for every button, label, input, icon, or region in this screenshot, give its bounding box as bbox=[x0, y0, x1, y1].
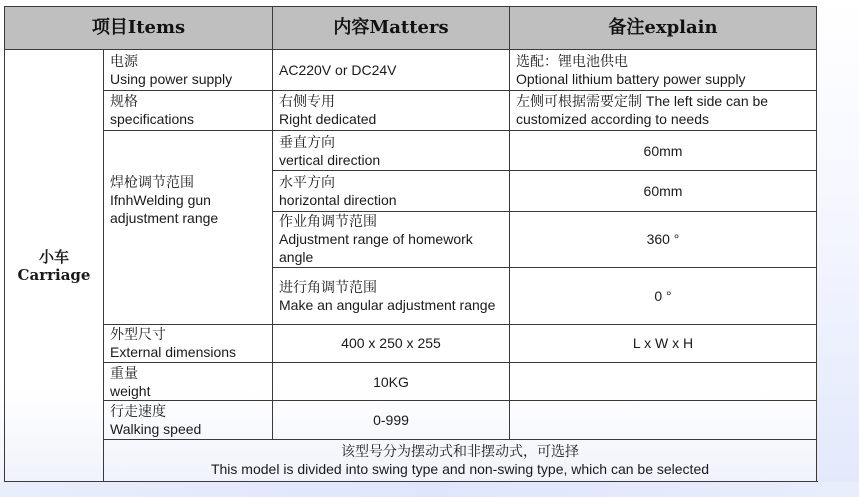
table-row bbox=[5, 362, 817, 400]
value-cell bbox=[273, 90, 510, 130]
category-cn: 小车 bbox=[38, 247, 69, 266]
value-cell: 10KG bbox=[273, 362, 510, 400]
category-cell bbox=[5, 50, 104, 482]
value-cell: 0-999 bbox=[273, 401, 510, 439]
footer-cn: 该型号分为摆动式和非摆动式，可选择 bbox=[341, 443, 579, 460]
specification-table bbox=[4, 6, 817, 482]
item-cell bbox=[104, 131, 273, 325]
note-cell: 360 ° bbox=[510, 211, 817, 267]
item-cn: 电源 bbox=[110, 53, 138, 70]
note-cell bbox=[510, 362, 817, 400]
note-cell: 60mm bbox=[510, 131, 817, 171]
value-en: Make an angular adjustment range bbox=[279, 296, 496, 313]
value-en: horizontal direction bbox=[279, 192, 397, 208]
note-cell: 0 ° bbox=[510, 268, 817, 324]
table-row bbox=[5, 50, 817, 90]
note-cell bbox=[510, 50, 817, 90]
table-row bbox=[5, 324, 817, 362]
value-cell: AC220V or DC24V bbox=[273, 50, 510, 90]
item-cell bbox=[104, 401, 273, 439]
item-cn: 行走速度 bbox=[110, 402, 166, 419]
header-explain: 备注explain bbox=[510, 7, 817, 50]
item-en: Using power supply bbox=[110, 71, 233, 88]
header-row bbox=[5, 7, 817, 50]
value-cn: 作业角调节范围 bbox=[279, 213, 377, 230]
value-cell: 400 x 250 x 255 bbox=[273, 324, 510, 362]
item-en: weight bbox=[110, 382, 151, 399]
item-en: External dimensions bbox=[110, 344, 237, 361]
item-cn: 规格 bbox=[110, 93, 138, 110]
note-cell: L x W x H bbox=[510, 324, 817, 362]
item-cell bbox=[104, 90, 273, 130]
item-cn: 外型尺寸 bbox=[110, 326, 166, 343]
value-en: Adjustment range of homework angle bbox=[279, 231, 473, 266]
table-row bbox=[5, 131, 817, 171]
bottom-decoration bbox=[0, 482, 859, 497]
note-en: Optional lithium battery power supply bbox=[516, 71, 746, 88]
value-en: Right dedicated bbox=[279, 111, 377, 128]
footer-en: This model is divided into swing type and non-swing type, which can be selected bbox=[210, 461, 710, 478]
footer-cell bbox=[104, 439, 817, 481]
note-text: 左侧可根据需要定制 The left side can be customized according to needs bbox=[516, 93, 769, 128]
value-cn: 进行角调节范围 bbox=[279, 278, 377, 295]
item-cell bbox=[104, 50, 273, 90]
item-cell bbox=[104, 324, 273, 362]
table-row bbox=[5, 401, 817, 439]
header-items: 项目Items bbox=[5, 7, 273, 50]
header-matters: 内容Matters bbox=[273, 7, 510, 50]
category-en: Carriage bbox=[17, 265, 91, 284]
note-cell bbox=[510, 401, 817, 439]
item-cn: 重量 bbox=[110, 364, 138, 381]
item-en: Walking speed bbox=[110, 420, 202, 437]
note-cell: 60mm bbox=[510, 171, 817, 211]
value-cell bbox=[273, 131, 510, 171]
value-cn: 水平方向 bbox=[279, 174, 335, 190]
item-cn: 焊枪调节范围 bbox=[110, 174, 194, 191]
value-cn: 右侧专用 bbox=[279, 93, 335, 110]
item-en: specifications bbox=[110, 111, 195, 128]
right-decoration bbox=[817, 0, 859, 497]
value-cell bbox=[273, 171, 510, 211]
value-cn: 垂直方向 bbox=[279, 133, 335, 150]
footer-row bbox=[5, 439, 817, 481]
note-cell bbox=[510, 90, 817, 130]
value-en: vertical direction bbox=[279, 151, 381, 168]
item-en: IfnhWelding gun adjustment range bbox=[110, 192, 219, 227]
table-row bbox=[5, 90, 817, 130]
value-cell bbox=[273, 211, 510, 267]
value-cell bbox=[273, 268, 510, 324]
item-cell bbox=[104, 362, 273, 400]
note-cn: 选配：锂电池供电 bbox=[516, 53, 628, 70]
